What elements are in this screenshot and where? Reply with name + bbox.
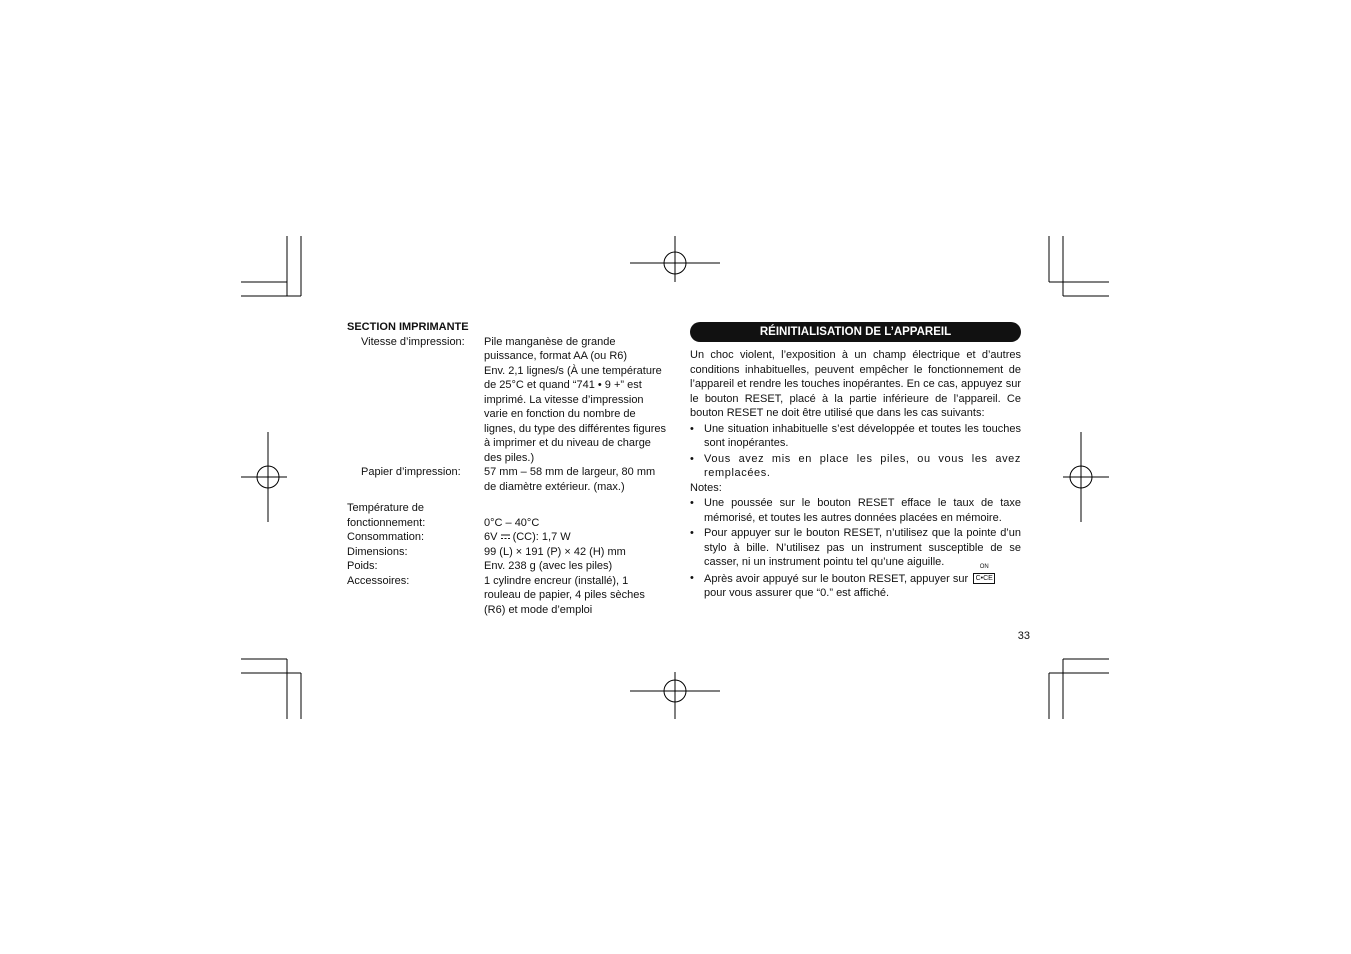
spec-value <box>484 335 679 466</box>
spec-label-line: fonctionnement: <box>347 516 426 529</box>
bullet: • <box>690 422 694 435</box>
bullet: • <box>690 571 694 584</box>
spec-label <box>347 501 484 530</box>
list-item <box>690 496 1021 525</box>
list-item <box>690 526 1021 570</box>
spec-value-line: rouleau de papier, 4 piles sèches <box>484 589 645 601</box>
spec-value-line: Pile manganèse de grande <box>484 335 616 348</box>
spec-value-line: puissance, format AA (ou R6) <box>484 350 628 362</box>
page-number: 33 <box>1017 630 1030 642</box>
spec-value: 99 (L) × 191 (P) × 42 (H) mm <box>484 545 626 558</box>
spec-value-line: varie en fonction du nombre de <box>484 408 636 420</box>
spec-row-temperature <box>347 501 679 530</box>
intro-paragraph: Un choc violent, l’exposition à un champ électrique et d’autres conditions inhabituelles, peuvent empêcher le fonctionnement de l’appareil et rendre les touches inopérantes. En ce cas, appuyez sur le bouton RESET, placé à la partie inférieure de l’appareil. Ce bouton RESET ne doit être utilisé que dans les cas suivants: <box>690 349 1021 419</box>
spec-value <box>484 501 679 530</box>
list-item <box>690 452 1021 481</box>
spec-value <box>484 574 679 618</box>
spec-label: Vitesse d’impression: <box>361 335 465 348</box>
section-banner: RÉINITIALISATION DE L’APPAREIL <box>690 322 1021 342</box>
c-ce-key-icon <box>973 563 995 582</box>
note-text: pour vous assurer que “0.” est affiché. <box>704 587 890 599</box>
spec-value-line: 0°C – 40°C <box>484 516 540 529</box>
list-item-text: Une situation inhabituelle s’est développée et toutes les touches sont inopérantes. <box>704 422 1021 449</box>
list-item-text: Vous avez mis en place les piles, ou vous les avez remplacées. <box>704 452 1021 479</box>
spec-value-line: des piles.) <box>484 451 535 464</box>
spec-value-line: (R6) et mode d’emploi <box>484 603 593 616</box>
spec-value-line: 1 cylindre encreur (installé), 1 <box>484 574 629 587</box>
spec-label-line: Température de <box>347 502 425 514</box>
note-text: Après avoir appuyé sur le bouton RESET, appuyer sur <box>704 572 969 585</box>
bullet: • <box>690 497 694 509</box>
list-item <box>690 563 1021 601</box>
spec-value-line: de 25°C et quand “741 • 9 +” est <box>484 379 642 391</box>
section-title: SECTION IMPRIMANTE <box>347 321 469 333</box>
spec-value-line: Env. 2,1 lignes/s (À une température <box>484 364 662 377</box>
spacer <box>347 494 679 501</box>
spec-row-weight <box>347 559 679 574</box>
list-item <box>690 422 1021 451</box>
spec-row-print-speed <box>347 335 679 466</box>
spec-value <box>484 530 679 545</box>
spec-value-line: de diamètre extérieur. (max.) <box>484 480 625 493</box>
key-top-label: ON <box>979 563 989 570</box>
dc-current-icon <box>501 534 510 540</box>
spec-row-accessories <box>347 574 679 618</box>
spec-value-line: à imprimer et du niveau de charge <box>484 437 651 449</box>
key-label: C•CE <box>973 573 995 584</box>
list-item-text <box>704 563 1021 601</box>
notes-label: Notes: <box>690 481 722 494</box>
spec-value-text: (CC): 1,7 W <box>509 531 571 543</box>
list-item-text: Une poussée sur le bouton RESET efface le taux de taxe mémorisé, et toutes les autres données placées en mémoire. <box>704 497 1021 524</box>
spec-value-line: 57 mm – 58 mm de largeur, 80 mm <box>484 466 656 478</box>
spec-label: Consommation: <box>347 531 425 543</box>
spec-value-line: imprimé. La vitesse d’impression <box>484 393 644 406</box>
bullet: • <box>690 452 694 465</box>
spec-label: Papier d’impression: <box>361 466 461 478</box>
reset-section <box>690 322 1021 601</box>
spec-label: Accessoires: <box>347 574 410 587</box>
printer-section <box>347 320 679 617</box>
list-item-text: Pour appuyer sur le bouton RESET, n’utilisez que la pointe d’un stylo à bille. N’utilisez pas un instrument susceptible de se casser, ni un instrument pointu tel qu’une aiguille. <box>704 527 1021 568</box>
spec-row-paper <box>347 465 679 494</box>
spec-value <box>484 465 679 494</box>
spec-label: Poids: <box>347 560 378 572</box>
spec-label: Dimensions: <box>347 545 408 558</box>
spec-value-line: lignes, du type des différentes figures <box>484 422 667 435</box>
spec-row-dimensions <box>347 545 679 560</box>
spec-value-text: 6V <box>484 531 501 543</box>
spec-value: Env. 238 g (avec les piles) <box>484 560 613 572</box>
spec-row-consumption <box>347 530 679 545</box>
bullet: • <box>690 527 694 539</box>
